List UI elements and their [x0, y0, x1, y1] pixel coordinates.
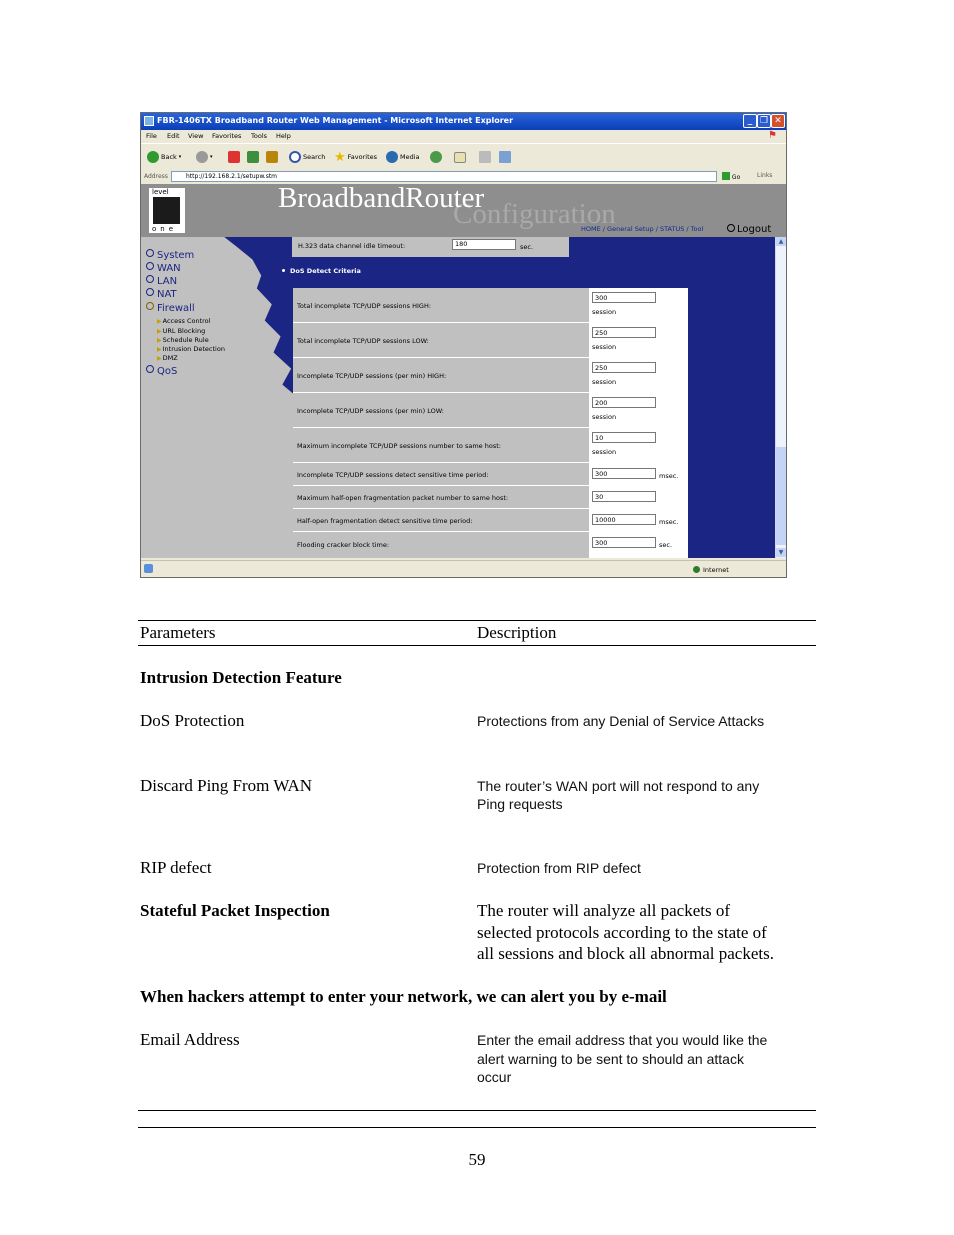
radio-icon [727, 224, 735, 232]
criteria-input[interactable]: 300 [592, 292, 656, 303]
forward-arrow-icon [196, 151, 208, 163]
dos-criteria-heading: DoS Detect Criteria [282, 267, 361, 275]
desc-email-line3: occur [477, 1069, 512, 1085]
globe-icon [693, 566, 700, 573]
param-discard-ping: Discard Ping From WAN [140, 776, 313, 795]
radio-icon [146, 249, 154, 257]
edit-page-button[interactable] [499, 150, 511, 164]
param-stateful-packet-inspection: Stateful Packet Inspection [140, 901, 330, 920]
dos-criteria-table [293, 288, 688, 558]
table-bottom-rule [138, 1110, 816, 1111]
go-button[interactable]: Go [722, 172, 740, 181]
table-row: Flooding cracker block time: 300 sec. [293, 532, 688, 558]
h323-label: H.323 data channel idle timeout: [298, 242, 406, 250]
sidebar-sub-dmz[interactable]: ▶DMZ [157, 354, 178, 362]
triangle-icon: ▶ [157, 355, 162, 362]
media-button[interactable]: Media [386, 150, 420, 164]
criteria-input[interactable]: 300 [592, 468, 656, 479]
section-heading-email-alert: When hackers attempt to enter your network, we can alert you by e-mail [140, 987, 667, 1006]
minimize-button[interactable]: _ [743, 114, 757, 128]
column-header-description: Description [477, 623, 557, 642]
h323-input[interactable]: 180 [452, 239, 516, 250]
table-row: Maximum incomplete TCP/UDP sessions number to same host: 10 session [293, 428, 688, 463]
table-row: Incomplete TCP/UDP sessions (per min) LOW: 200 session [293, 393, 688, 428]
table-row: Maximum half-open fragmentation packet number to same host: 30 [293, 486, 688, 509]
footer-rule [138, 1127, 816, 1128]
param-rip-defect: RIP defect [140, 858, 212, 877]
brand-broadbandrouter: BroadbandRouter [278, 182, 485, 214]
back-arrow-icon [147, 151, 159, 163]
browser-screenshot [140, 112, 787, 578]
criteria-input[interactable]: 30 [592, 491, 656, 502]
sidebar-item-firewall[interactable]: Firewall [146, 302, 195, 314]
criteria-input[interactable]: 300 [592, 537, 656, 548]
h323-unit: sec. [520, 243, 534, 251]
address-field[interactable] [171, 171, 717, 182]
triangle-icon: ▶ [157, 337, 162, 344]
sidebar-item-system[interactable]: System [146, 249, 194, 261]
table-row: Half-open fragmentation detect sensitive time period: 10000 msec. [293, 509, 688, 532]
desc-email-line2: alert warning to be sent to should an attack [477, 1051, 744, 1067]
maximize-button[interactable]: ❐ [757, 114, 771, 128]
triangle-icon: ▶ [157, 346, 162, 353]
h323-row [292, 237, 569, 257]
page-icon [144, 564, 153, 573]
router-header [141, 184, 786, 237]
desc-spi-line2: selected protocols according to the state of [477, 923, 767, 942]
desc-spi-line1: The router will analyze all packets of [477, 901, 730, 920]
print-icon [479, 151, 491, 163]
param-email-address: Email Address [140, 1030, 240, 1049]
radio-icon [146, 262, 154, 270]
vertical-scrollbar[interactable] [775, 237, 786, 558]
media-icon [386, 151, 398, 163]
status-bar [141, 560, 786, 578]
favorites-button[interactable]: ★ Favorites [334, 149, 378, 165]
edit-icon [499, 151, 511, 163]
criteria-input[interactable]: 250 [592, 327, 656, 338]
refresh-button[interactable] [247, 150, 259, 164]
criteria-input[interactable]: 10000 [592, 514, 656, 525]
triangle-icon: ▶ [157, 318, 162, 325]
menu-favorites[interactable]: Favorites [212, 132, 242, 140]
star-icon: ★ [334, 149, 346, 165]
logout-button[interactable]: Logout [727, 224, 771, 235]
menu-help[interactable]: Help [276, 132, 291, 140]
search-button[interactable]: Search [289, 150, 325, 164]
desc-discard-ping-line1: The router’s WAN port will not respond to any [477, 778, 760, 794]
windows-flag-icon: ⚑ [768, 130, 777, 141]
radio-icon [146, 275, 154, 283]
sidebar-sub-access-control[interactable]: ▶Access Control [157, 317, 211, 325]
column-header-parameters: Parameters [140, 623, 216, 642]
history-button[interactable] [430, 150, 442, 164]
menu-view[interactable]: View [188, 132, 204, 140]
criteria-input[interactable]: 250 [592, 362, 656, 373]
section-heading-intrusion-detection: Intrusion Detection Feature [140, 668, 342, 687]
header-nav-links[interactable]: HOME / General Setup / STATUS / Tool [581, 225, 704, 233]
sidebar-sub-intrusion-detection[interactable]: ▶Intrusion Detection [157, 345, 225, 353]
brand-configuration: Configuration [453, 198, 616, 230]
home-icon [266, 151, 278, 163]
triangle-icon: ▶ [157, 328, 162, 335]
print-button[interactable] [479, 150, 491, 164]
go-arrow-icon [722, 172, 730, 180]
forward-button[interactable]: ▾ [196, 150, 213, 164]
window-titlebar [141, 113, 786, 130]
criteria-input[interactable]: 10 [592, 432, 656, 443]
scroll-thumb[interactable] [776, 447, 786, 545]
links-button[interactable]: Links [757, 172, 773, 179]
close-button[interactable]: ✕ [771, 114, 785, 128]
ie-window-icon [144, 116, 154, 126]
menu-edit[interactable]: Edit [167, 132, 180, 140]
mail-button[interactable] [454, 150, 466, 164]
radio-icon [146, 365, 154, 373]
router-content [141, 237, 775, 558]
scroll-up-icon[interactable]: ▲ [776, 237, 786, 246]
desc-email-line1: Enter the email address that you would like the [477, 1032, 768, 1048]
table-row: Incomplete TCP/UDP sessions detect sensitive time period: 300 msec. [293, 463, 688, 486]
param-dos-protection: DoS Protection [140, 711, 245, 730]
sidebar-item-lan[interactable]: LAN [146, 275, 177, 287]
menu-file[interactable]: File [146, 132, 157, 140]
stop-button[interactable] [228, 150, 240, 164]
mail-icon [454, 152, 466, 163]
page-number: 59 [468, 1150, 486, 1169]
sidebar-item-wan[interactable]: WAN [146, 262, 181, 274]
sidebar-sub-url-blocking[interactable]: ▶URL Blocking [157, 327, 206, 335]
menu-tools[interactable]: Tools [251, 132, 268, 140]
level-one-logo: level one [149, 188, 185, 233]
desc-rip-defect: Protection from RIP defect [477, 860, 641, 876]
sidebar-sub-schedule-rule[interactable]: ▶Schedule Rule [157, 336, 209, 344]
address-url: http://192.168.2.1/setupw.stm [186, 173, 278, 180]
desc-spi-line3: all sessions and block all abnormal packets. [477, 944, 774, 963]
criteria-input[interactable]: 200 [592, 397, 656, 408]
history-icon [430, 151, 442, 163]
sidebar-item-nat[interactable]: NAT [146, 288, 177, 300]
security-zone: Internet [693, 566, 729, 574]
sidebar-item-qos[interactable]: QoS [146, 365, 177, 377]
home-button[interactable] [266, 150, 278, 164]
radio-icon [146, 302, 154, 310]
table-top-rule [138, 620, 816, 621]
menu-bar [141, 130, 786, 143]
back-button[interactable]: Back ▾ [147, 150, 181, 164]
browser-toolbar [141, 143, 786, 171]
window-title: FBR-1406TX Broadband Router Web Management - Microsoft Internet Explorer [157, 116, 514, 125]
search-icon [289, 151, 301, 163]
table-row: Incomplete TCP/UDP sessions (per min) HIGH: 250 session [293, 358, 688, 393]
desc-dos-protection: Protections from any Denial of Service Attacks [477, 713, 765, 729]
header-rule [138, 645, 816, 646]
desc-discard-ping-line2: Ping requests [477, 796, 563, 812]
table-row: Total incomplete TCP/UDP sessions LOW: 250 session [293, 323, 688, 358]
refresh-icon [247, 151, 259, 163]
address-label: Address [144, 173, 168, 180]
scroll-down-icon[interactable]: ▼ [776, 548, 786, 557]
table-row: Total incomplete TCP/UDP sessions HIGH: 300 session [293, 288, 688, 323]
stop-icon [228, 151, 240, 163]
radio-icon [146, 288, 154, 296]
